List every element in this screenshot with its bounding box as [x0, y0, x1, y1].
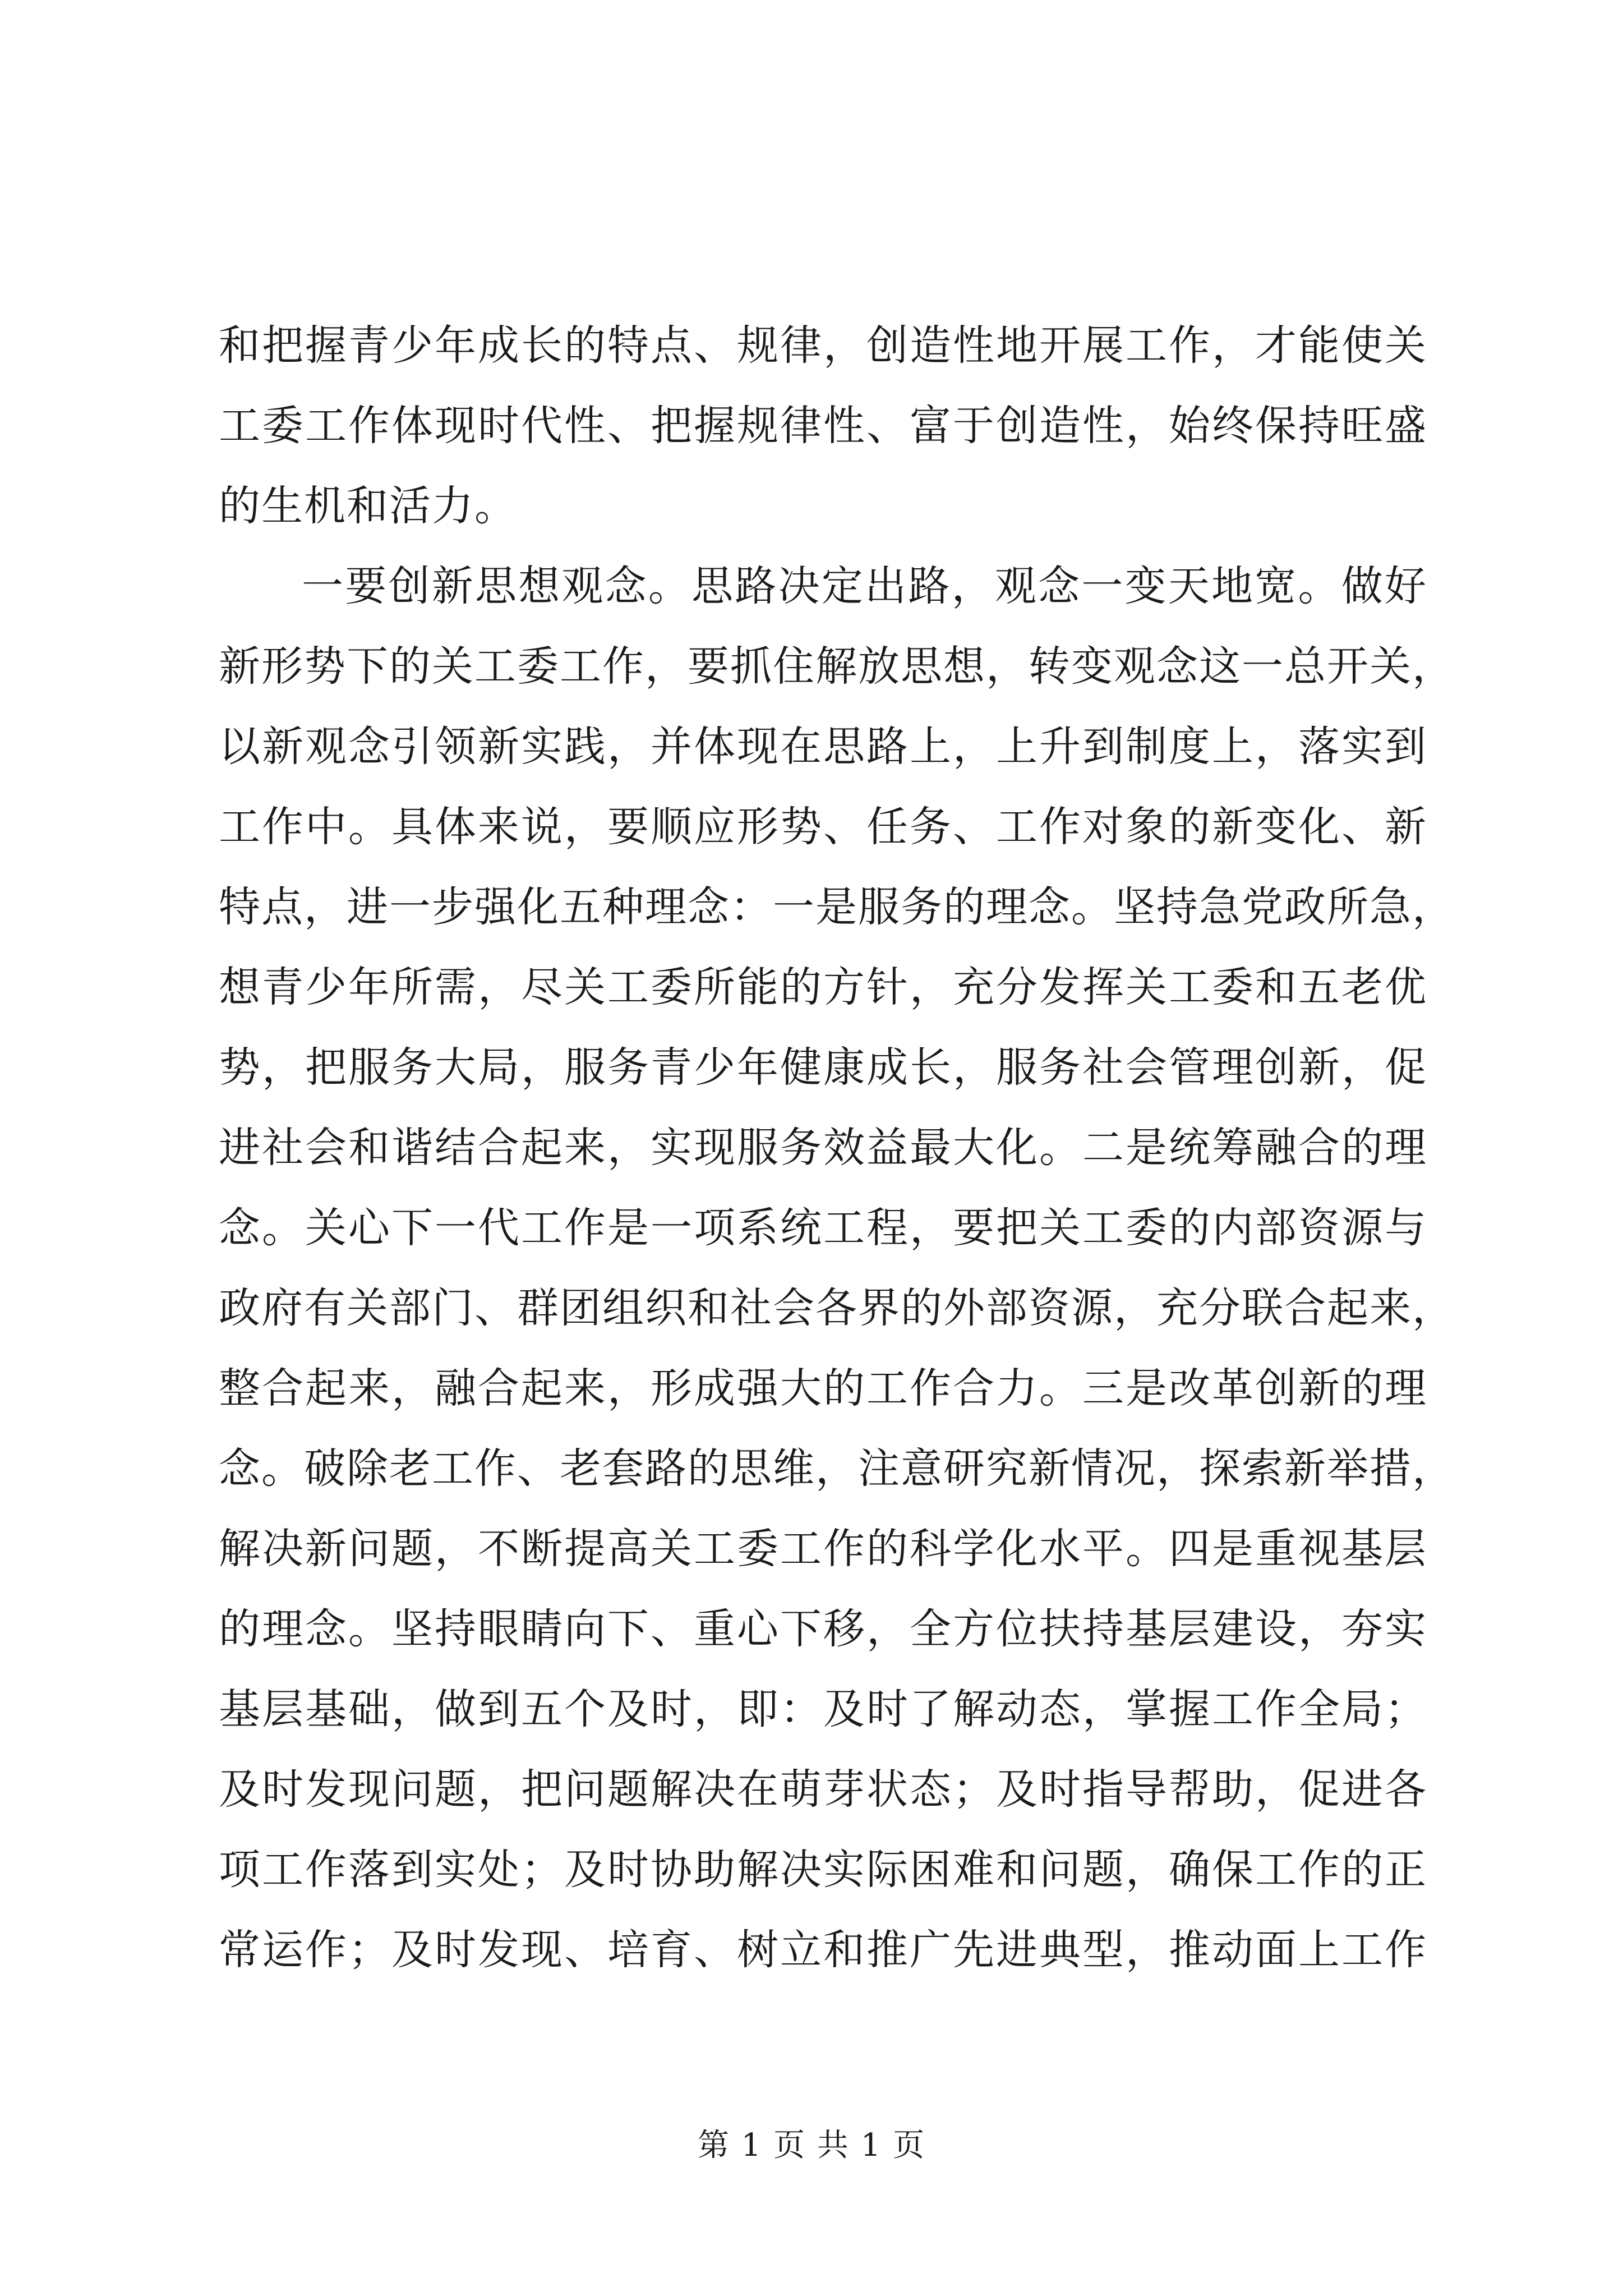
text-line: 整合起来，融合起来，形成强大的工作合力。三是改革创新的理: [219, 1364, 1427, 1412]
text-line: 念。破除老工作、老套路的思维，注意研究新情况，探索新举措，: [219, 1444, 1455, 1493]
text-line: 基层基础，做到五个及时，即：及时了解动态，掌握工作全局；: [219, 1685, 1427, 1733]
text-line: 项工作落到实处；及时协助解决实际困难和问题，确保工作的正: [219, 1846, 1427, 1894]
text-line: 工作中。具体来说，要顺应形势、任务、工作对象的新变化、新: [219, 803, 1427, 851]
text-line: 的理念。坚持眼睛向下、重心下移，全方位扶持基层建设，夯实: [219, 1605, 1427, 1653]
text-line: 想青少年所需，尽关工委所能的方针，充分发挥关工委和五老优: [219, 963, 1427, 1011]
text-line: 以新观念引领新实践，并体现在思路上，上升到制度上，落实到: [219, 723, 1427, 771]
text-line: 进社会和谐结合起来，实现服务效益最大化。二是统筹融合的理: [219, 1124, 1427, 1172]
text-line: 一要创新思想观念。思路决定出路，观念一变天地宽。做好: [302, 562, 1427, 610]
text-line: 工委工作体现时代性、把握规律性、富于创造性，始终保持旺盛: [219, 402, 1427, 450]
text-line: 解决新问题，不断提高关工委工作的科学化水平。四是重视基层: [219, 1525, 1427, 1573]
text-line: 政府有关部门、群团组织和社会各界的外部资源，充分联合起来，: [219, 1284, 1455, 1332]
text-line: 和把握青少年成长的特点、规律，创造性地开展工作，才能使关: [219, 321, 1427, 370]
text-line: 新形势下的关工委工作，要抓住解放思想，转变观念这一总开关，: [219, 642, 1455, 691]
document-body: [219, 306, 1455, 1990]
text-line: 及时发现问题，把问题解决在萌芽状态；及时指导帮助，促进各: [219, 1765, 1427, 1814]
text-line: 的生机和活力。: [219, 482, 517, 530]
page-number-footer: 第 1 页 共 1 页: [697, 2127, 926, 2164]
text-line: 常运作；及时发现、培育、树立和推广先进典型，推动面上工作: [219, 1926, 1427, 1974]
text-line: 特点，进一步强化五种理念：一是服务的理念。坚持急党政所急，: [219, 883, 1455, 931]
text-line: 势，把服务大局，服务青少年健康成长，服务社会管理创新，促: [219, 1043, 1427, 1092]
text-line: 念。关心下一代工作是一项系统工程，要把关工委的内部资源与: [219, 1204, 1427, 1252]
